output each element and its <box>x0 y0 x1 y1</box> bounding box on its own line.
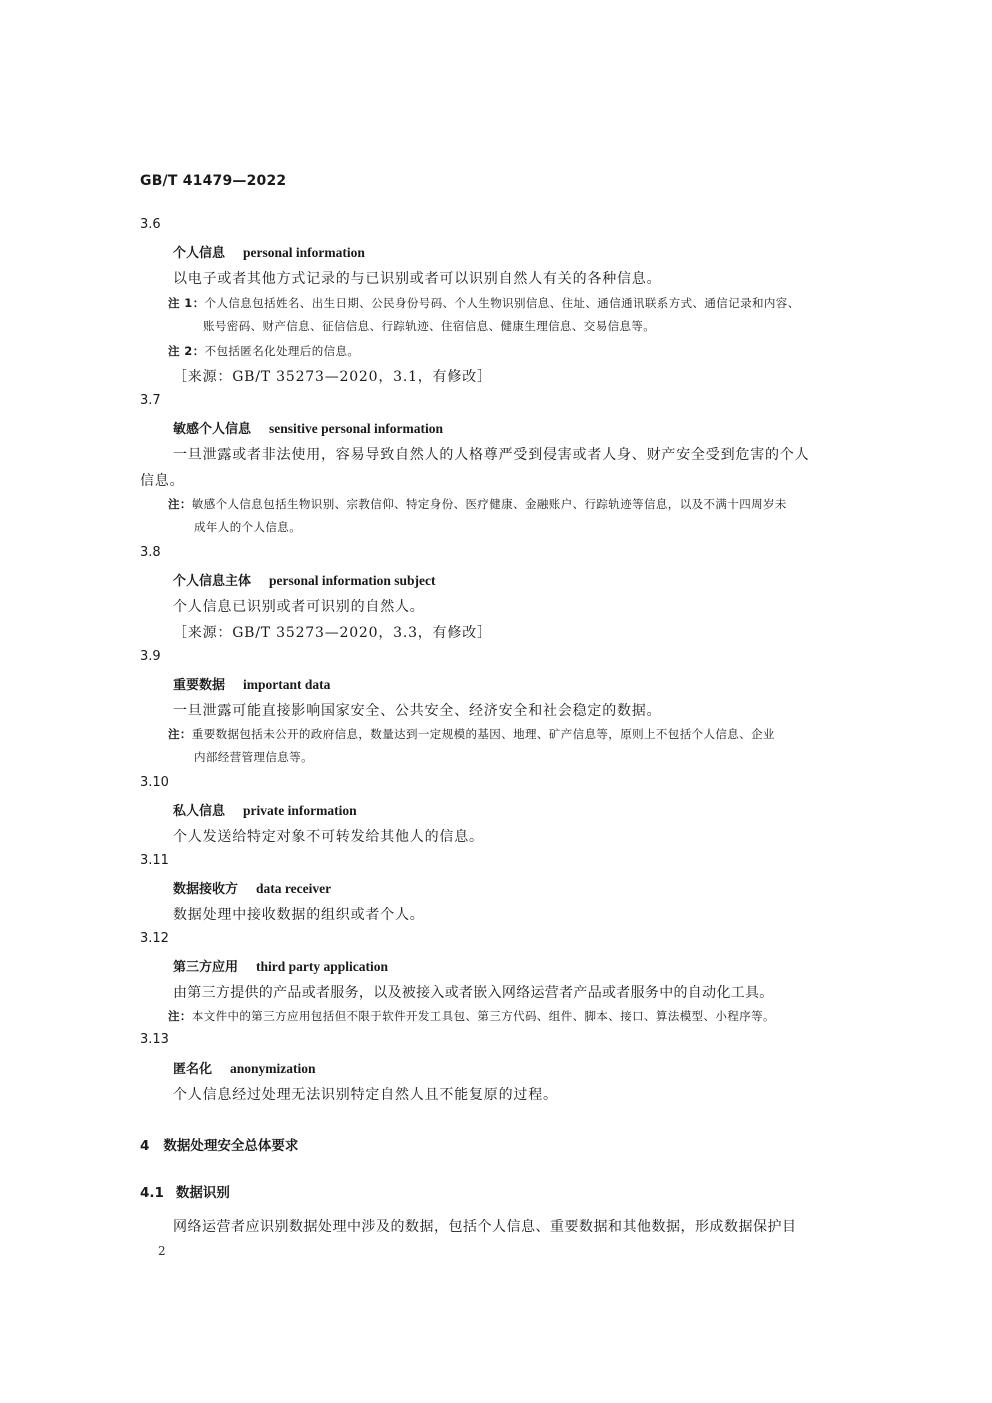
note <box>168 726 775 742</box>
term-zh: 个人信息 <box>173 246 226 261</box>
document-id-header: GB/T 41479—2022 <box>140 173 287 189</box>
term-zh: 个人信息主体 <box>173 574 252 589</box>
subsection-title: 数据识别 <box>175 1185 230 1201</box>
source-citation: ［来源：GB/T 35273—2020，3.3，有修改］ <box>173 625 492 641</box>
subsection-number: 4.1 <box>140 1185 164 1201</box>
term-en: personal information subject <box>269 573 436 588</box>
definition: 一旦泄露可能直接影响国家安全、公共安全、经济安全和社会稳定的数据。 <box>173 703 662 719</box>
term-heading <box>173 242 365 261</box>
section-heading <box>140 1134 298 1154</box>
note <box>168 496 787 512</box>
definition-continuation: 信息。 <box>140 473 185 489</box>
term-zh: 数据接收方 <box>173 882 239 897</box>
note-label: 注： <box>168 727 192 741</box>
term-zh: 私人信息 <box>173 804 226 819</box>
note-text: 敏感个人信息包括生物识别、宗教信仰、特定身份、医疗健康、金融账户、行踪轨迹等信息，以及不满十四周岁未 <box>191 497 787 511</box>
clause-number: 3.12 <box>140 931 169 946</box>
definition: 个人信息经过处理无法识别特定自然人且不能复原的过程。 <box>173 1087 558 1103</box>
term-en: data receiver <box>256 881 332 896</box>
note-text: 不包括匿名化处理后的信息。 <box>204 344 360 358</box>
definition: 个人发送给特定对象不可转发给其他人的信息。 <box>173 829 484 845</box>
clause-number: 3.10 <box>140 775 169 790</box>
note-text: 重要数据包括未公开的政府信息，数量达到一定规模的基因、地理、矿产信息等，原则上不包括个人信息、企业 <box>191 727 775 741</box>
term-en: private information <box>243 803 357 818</box>
note-label: 注： <box>168 497 192 511</box>
term-en: personal information <box>243 245 365 260</box>
note-text: 本文件中的第三方应用包括但不限于软件开发工具包、第三方代码、组件、脚本、接口、算法模型、小程序等。 <box>191 1009 775 1023</box>
clause-number: 3.7 <box>140 393 161 408</box>
section-paragraph: 网络运营者应识别数据处理中涉及的数据，包括个人信息、重要数据和其他数据，形成数据保护目 <box>173 1219 797 1235</box>
source-citation: ［来源：GB/T 35273—2020，3.1，有修改］ <box>173 369 492 385</box>
term-heading <box>173 674 330 693</box>
definition: 数据处理中接收数据的组织或者个人。 <box>173 907 425 923</box>
clause-number: 3.6 <box>140 217 161 232</box>
clause-number: 3.8 <box>140 545 161 560</box>
note-text: 个人信息包括姓名、出生日期、公民身份号码、个人生物识别信息、住址、通信通讯联系方式、通信记录和内容、 <box>204 296 800 310</box>
note <box>168 343 359 359</box>
term-zh: 重要数据 <box>173 678 226 693</box>
term-heading <box>173 1058 316 1077</box>
term-zh: 敏感个人信息 <box>173 422 252 437</box>
term-heading <box>173 570 436 589</box>
definition: 一旦泄露或者非法使用，容易导致自然人的人格尊严受到侵害或者人身、财产安全受到危害的个人 <box>173 447 810 463</box>
definition: 个人信息已识别或者可识别的自然人。 <box>173 599 425 615</box>
note-label: 注 2： <box>168 344 205 358</box>
note <box>168 1008 775 1024</box>
term-heading <box>173 418 443 437</box>
note-continuation: 内部经营管理信息等。 <box>194 750 313 764</box>
term-heading <box>173 956 388 975</box>
subsection-heading <box>140 1181 230 1201</box>
note-continuation: 成年人的个人信息。 <box>194 520 302 534</box>
term-zh: 第三方应用 <box>173 960 239 975</box>
term-en: anonymization <box>230 1061 316 1076</box>
term-en: sensitive personal information <box>269 421 444 436</box>
definition: 由第三方提供的产品或者服务，以及被接入或者嵌入网络运营者产品或者服务中的自动化工具。 <box>173 985 774 1001</box>
clause-number: 3.13 <box>140 1032 169 1047</box>
section-number: 4 <box>140 1138 150 1154</box>
note <box>168 295 800 311</box>
page-number: 2 <box>158 1244 166 1258</box>
note-label: 注： <box>168 1009 192 1023</box>
term-zh: 匿名化 <box>173 1062 213 1077</box>
section-title: 数据处理安全总体要求 <box>163 1138 299 1154</box>
term-en: third party application <box>256 959 389 974</box>
clause-number: 3.11 <box>140 853 169 868</box>
clause-number: 3.9 <box>140 649 161 664</box>
definition: 以电子或者其他方式记录的与已识别或者可以识别自然人有关的各种信息。 <box>173 271 662 287</box>
term-heading <box>173 878 331 897</box>
note-continuation: 账号密码、财产信息、征信信息、行踪轨迹、住宿信息、健康生理信息、交易信息等。 <box>203 319 656 333</box>
term-en: important data <box>243 677 331 692</box>
term-heading <box>173 800 357 819</box>
note-label: 注 1： <box>168 296 205 310</box>
